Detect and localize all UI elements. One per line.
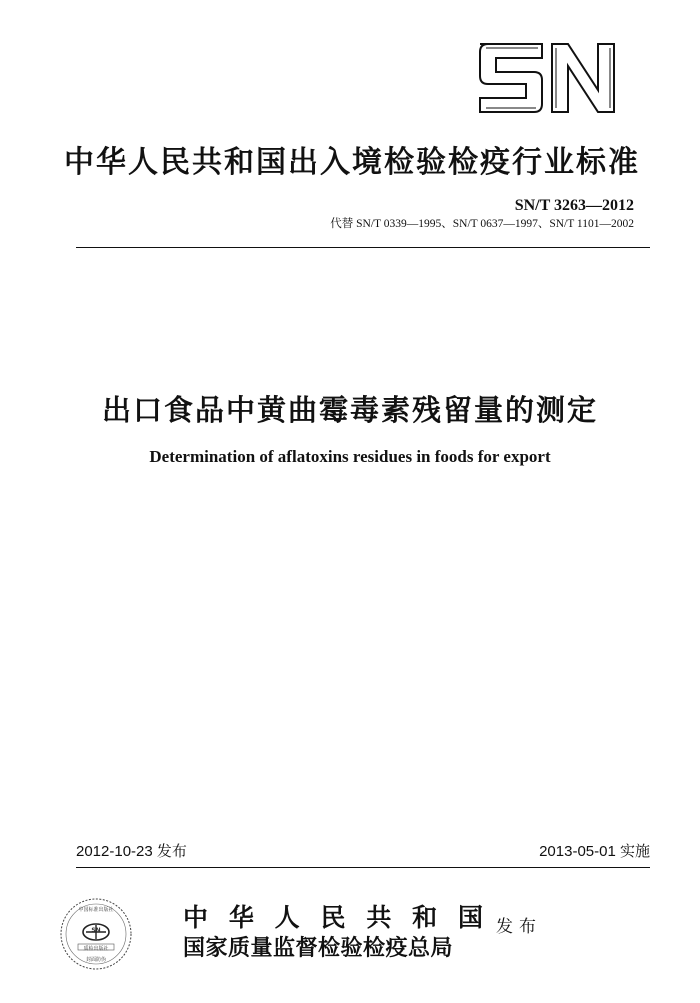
issue-date: 2012-10-23 发布 [76,843,187,860]
publisher-char: 共 [366,905,392,932]
publisher-char: 和 [412,905,438,932]
implementation-date: 2013-05-01 实施 [539,843,650,860]
document-title-chinese: 出口食品中黄曲霉毒素残留量的测定 [101,393,598,427]
replaces-standards: 代替 SN/T 0339—1995、SN/T 0637—1997、SN/T 1101—2002 [330,218,634,230]
publisher-agency: 国家质量监督检验检疫总局 [183,935,454,961]
document-title-english: Determination of aflatoxins residues in foods for export [149,447,551,466]
publisher-char: 国 [457,905,483,932]
seal-line: SN [91,927,101,934]
publish-label: 发布 [496,917,542,937]
publisher-char: 民 [320,905,346,932]
seal-line: 中国标准出版社 [78,907,114,913]
seal-line: 封面防伪 [85,957,106,963]
standard-code: SN/T 3263—2012 [514,197,634,214]
publisher-char: 中 [183,905,209,932]
publisher-char: 人 [274,905,300,932]
seal-line: 质检出版社 [83,946,109,952]
issuing-body-title: 中华人民共和国出入境检验检疫行业标准 [64,145,640,180]
footer-divider [76,867,650,868]
sn-logo-icon [472,38,622,118]
seal-text [58,896,134,972]
publisher-country [183,898,483,934]
publisher-char: 华 [228,905,254,932]
header-divider [76,247,650,248]
